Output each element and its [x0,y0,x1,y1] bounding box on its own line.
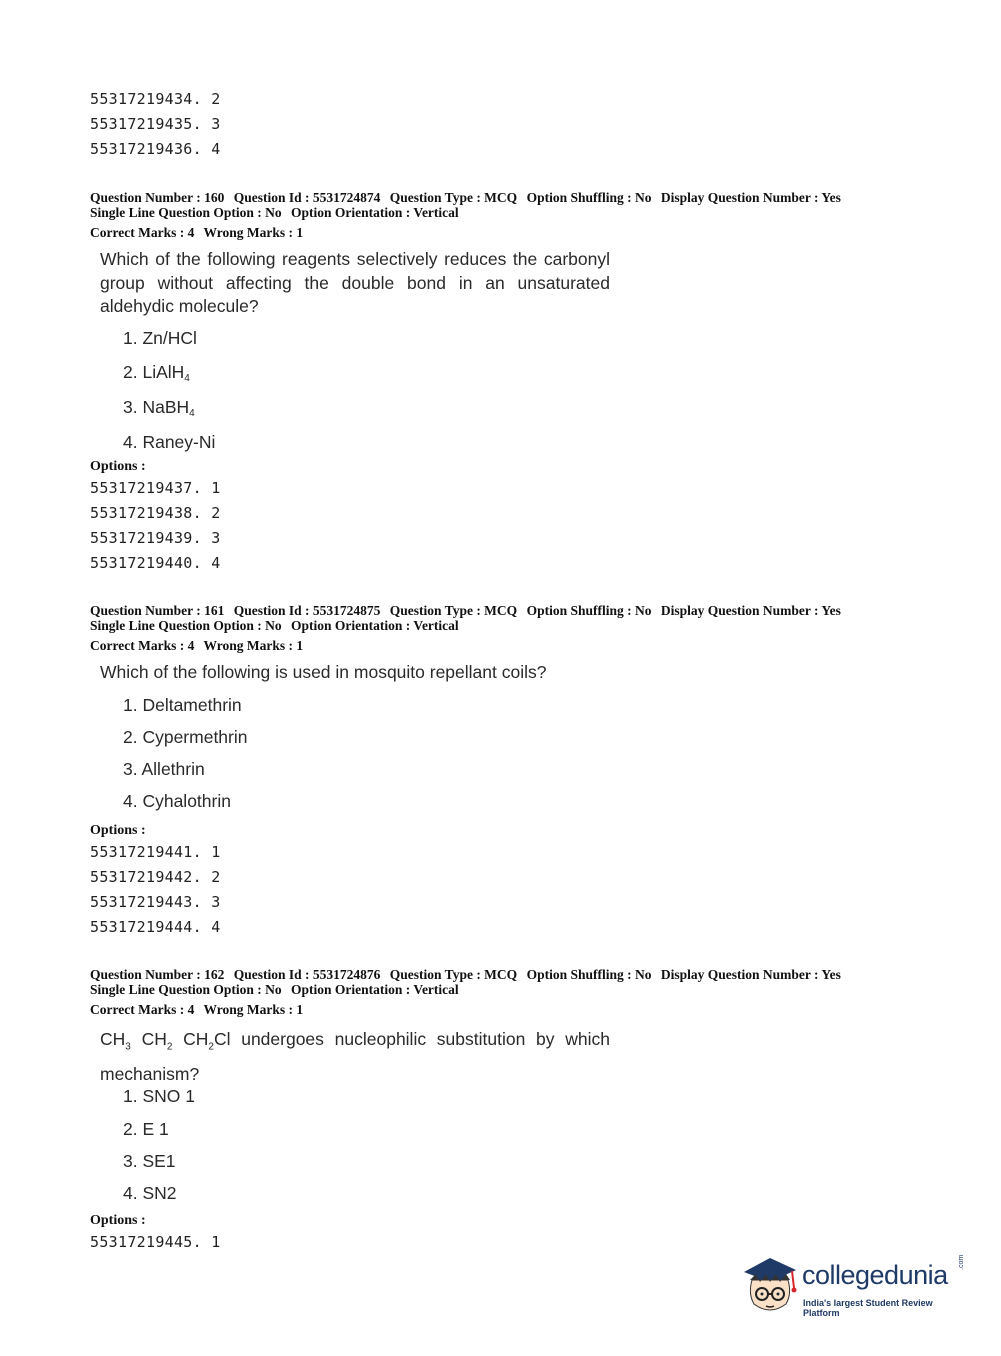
option-id-line: 55317219445. 1 [90,1233,221,1251]
meta-field: Display Question Number : Yes [660,190,841,205]
meta-field: Question Number : 162 [90,967,225,982]
meta-field: Display Question Number : Yes [660,967,841,982]
choice-161-2: 2. Cypermethrin [123,727,248,747]
option-id-line: 55317219435. 3 [90,115,221,133]
meta-field: Question Number : 160 [90,190,225,205]
options-label: Options : [90,1213,146,1228]
meta-field: Option Orientation : Vertical [291,205,459,220]
meta-field: Question Type : MCQ [389,967,518,982]
option-id-line: 55317219443. 3 [90,893,221,911]
logo-tagline: India's largest Student Review Platform [803,1298,933,1318]
options-label: Options : [90,459,146,474]
choice-161-3: 3. Allethrin [123,759,205,779]
options-label: Options : [90,823,146,838]
meta-field: Wrong Marks : 1 [203,225,304,240]
choice-162-2: 2. E 1 [123,1119,169,1139]
question-text-162: $CH_3$ $CH_2$ $CH_2Cl$ undergoes nucleophilic substitution by which mechanism? [100,1029,610,1084]
option-id-line: 55317219438. 2 [90,504,221,522]
meta-field: Option Shuffling : No [526,603,652,618]
meta-field: Option Shuffling : No [526,190,652,205]
meta-field: Wrong Marks : 1 [203,638,304,653]
option-id-line: 55317219441. 1 [90,843,221,861]
choice-162-1: 1. SNO 1 [123,1086,195,1106]
choice-162-4: 4. SN2 [123,1183,177,1203]
meta-field: Option Orientation : Vertical [291,982,459,997]
meta-field: Single Line Question Option : No [90,205,282,220]
meta-field: Wrong Marks : 1 [203,1002,304,1017]
question-meta-161 [90,603,920,653]
option-id-line: 55317219442. 2 [90,868,221,886]
option-id-line: 55317219439. 3 [90,529,221,547]
meta-field: Question Id : 5531724875 [233,603,381,618]
meta-field: Question Id : 5531724874 [233,190,381,205]
choice-160-4: 4. Raney-Ni [123,432,216,452]
meta-field: Question Type : MCQ [389,190,518,205]
meta-field: Question Id : 5531724876 [233,967,381,982]
choice-160-2: 2. LiAlH$_4$ [123,362,190,384]
meta-field: Display Question Number : Yes [660,603,841,618]
meta-field: Correct Marks : 4 [90,1002,195,1017]
question-meta-160 [90,190,920,240]
meta-field: Single Line Question Option : No [90,982,282,997]
choice-160-3: 3. NaBH$_4$ [123,397,195,419]
meta-field: Single Line Question Option : No [90,618,282,633]
meta-field: Option Shuffling : No [526,967,652,982]
collegedunia-logo [740,1250,970,1320]
option-id-line: 55317219444. 4 [90,918,221,936]
meta-field: Correct Marks : 4 [90,638,195,653]
question-meta-162 [90,967,920,1017]
choice-161-4: 4. Cyhalothrin [123,791,231,811]
choice-160-1: 1. Zn/HCl [123,328,197,348]
logo-name: collegedunia [802,1260,948,1290]
mascot-icon [740,1250,802,1320]
question-text-161: Which of the following is used in mosquito repellant coils? [100,662,547,682]
choice-161-1: 1. Deltamethrin [123,695,242,715]
question-text-160: Which of the following reagents selectively reduces the carbonyl group without affecting the double bond in an unsaturated aldehydic molecule? [100,249,610,316]
option-id-line: 55317219437. 1 [90,479,221,497]
option-id-line: 55317219434. 2 [90,90,221,108]
meta-field: Option Orientation : Vertical [291,618,459,633]
logo-dotcom: .com [958,1254,965,1270]
meta-field: Correct Marks : 4 [90,225,195,240]
meta-field: Question Number : 161 [90,603,225,618]
option-id-line: 55317219440. 4 [90,554,221,572]
option-id-line: 55317219436. 4 [90,140,221,158]
choice-162-3: 3. SE1 [123,1151,176,1171]
meta-field: Question Type : MCQ [389,603,518,618]
